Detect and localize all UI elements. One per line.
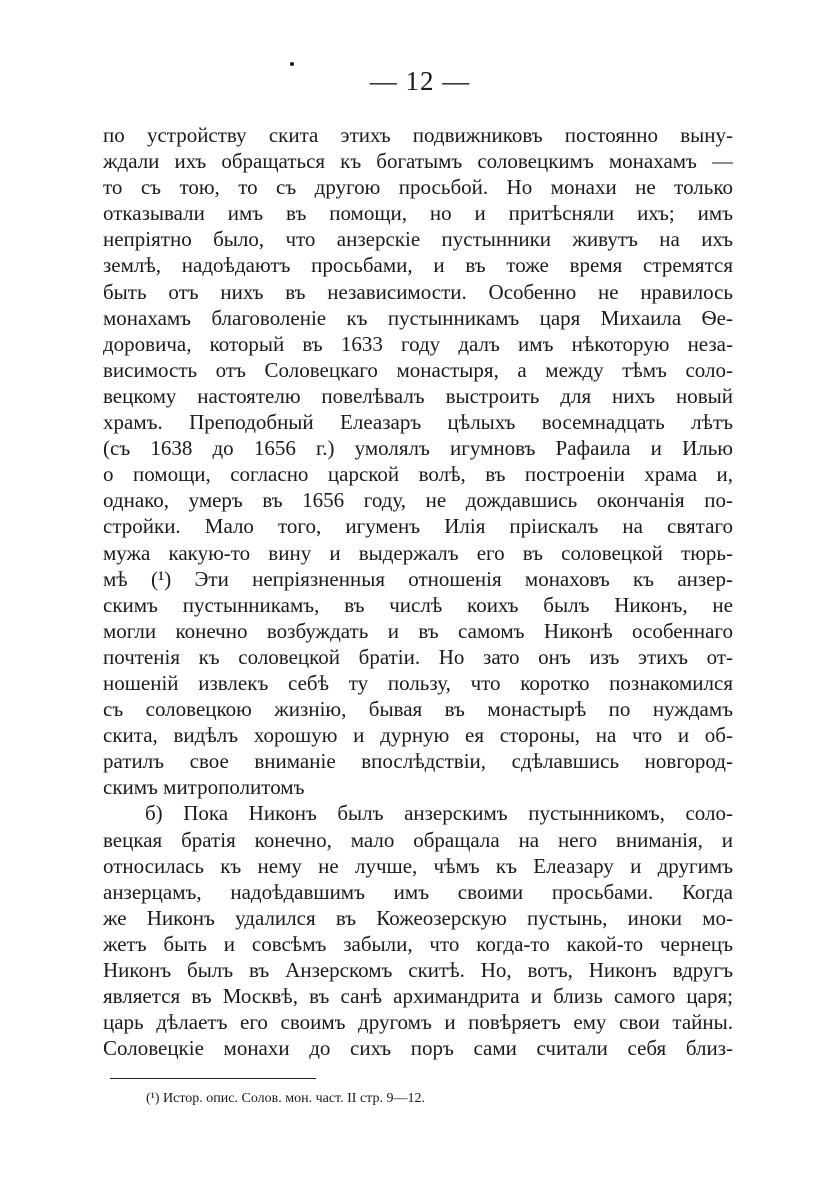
text-line: отказывали имъ въ помощи, но и притѣсняли ихъ; имъ [103,201,733,226]
text-line: стройки. Мало того, игуменъ Илія пріискалъ на святаго [103,514,733,539]
text-line: б) Пока Никонъ былъ анзерскимъ пустынникомъ, соло- [145,801,733,826]
text-line: съ соловецкою жизнію, бывая въ монастырѣ по нуждамъ [103,697,733,722]
text-line: царь дѣлаетъ его своимъ другомъ и повѣряетъ ему свои тайны. [103,1010,733,1035]
text-line: вецкая братія конечно, мало обращала на него вниманія, и [103,827,733,852]
text-line: (съ 1638 до 1656 г.) умолялъ игумновъ Рафаила и Илью [103,436,733,461]
text-line: же Никонъ удалился въ Кожеозерскую пустынь, иноки мо- [103,905,733,930]
text-line: мужа какую-то вину и выдержалъ его въ соловецкой тюрь- [103,540,733,565]
page-number: — 12 — [369,66,471,96]
text-line: анзерцамъ, надоѣдавшимъ имъ своими просьбами. Когда [103,879,733,904]
text-line: скита, видѣлъ хорошую и дурную ея стороны, на что и об- [103,723,733,748]
text-line: вецкому настоятелю повелѣвалъ выстроить для нихъ новый [103,383,733,408]
text-line: мѣ (¹) Эти непріязненныя отношенія монаховъ къ анзер- [103,566,733,591]
text-line: висимость отъ Соловецкаго монастыря, а между тѣмъ соло- [103,357,733,382]
text-line: монахамъ благоволеніе къ пустынникамъ царя Михаила Ѳе- [103,305,733,330]
paragraph-1 [103,122,733,800]
text-line: почтенія къ соловецкой братіи. Но зато онъ изъ этихъ от- [103,644,733,669]
text-line: скимъ митрополитомъ [103,775,305,800]
text-line: по устройству скита этихъ подвижниковъ постоянно выну- [103,123,733,147]
text-line: ношеній извлекъ себѣ ту пользу, что коротко познакомился [103,670,733,695]
text-line: о помощи, согласно царской волѣ, въ построеніи храма и, [103,462,733,487]
text-line: жетъ быть и совсѣмъ забыли, что когда-то какой-то чернецъ [103,931,733,956]
text-line: землѣ, надоѣдаютъ просьбами, и въ тоже время стремятся [103,253,733,278]
body-text [103,122,733,1061]
text-line: является въ Москвѣ, въ санѣ архимандрита и близь самого царя; [103,984,733,1009]
footnote-divider [110,1078,316,1079]
footnote: (¹) Истор. опис. Солов. мон. част. II стр. 9—12. [146,1091,425,1106]
text-line: доровича, который въ 1633 году далъ имъ нѣкоторую неза- [103,331,733,356]
text-line: непріятно было, что анзерскіе пустынники живутъ на ихъ [103,227,733,252]
text-line: быть отъ нихъ въ независимости. Особенно не нравилось [103,279,733,304]
text-line: ратилъ свое вниманіе впослѣдствіи, сдѣлавшись новгород- [103,749,733,774]
text-line: Соловецкіе монахи до сихъ поръ сами считали себя близ- [103,1036,733,1061]
text-line: могли конечно возбуждать и въ самомъ Никонѣ особеннаго [103,618,733,643]
paragraph-2 [103,800,733,1061]
text-line: Никонъ былъ въ Анзерскомъ скитѣ. Но, вотъ, Никонъ вдругъ [103,958,733,982]
text-line: относилась къ нему не лучше, чѣмъ къ Елеазару и другимъ [103,853,733,878]
text-line: храмъ. Преподобный Елеазаръ цѣлыхъ восемнадцать лѣтъ [103,410,733,435]
text-line: то съ тою, то съ другою просьбой. Но монахи не только [103,175,733,200]
text-line: однако, умеръ въ 1656 году, не дождавшись окончанія по- [103,488,733,513]
text-line: ждали ихъ обращаться къ богатымъ соловецкимъ монахамъ — [103,149,733,174]
text-line: скимъ пустынникамъ, въ числѣ коихъ былъ Никонъ, не [103,592,733,617]
